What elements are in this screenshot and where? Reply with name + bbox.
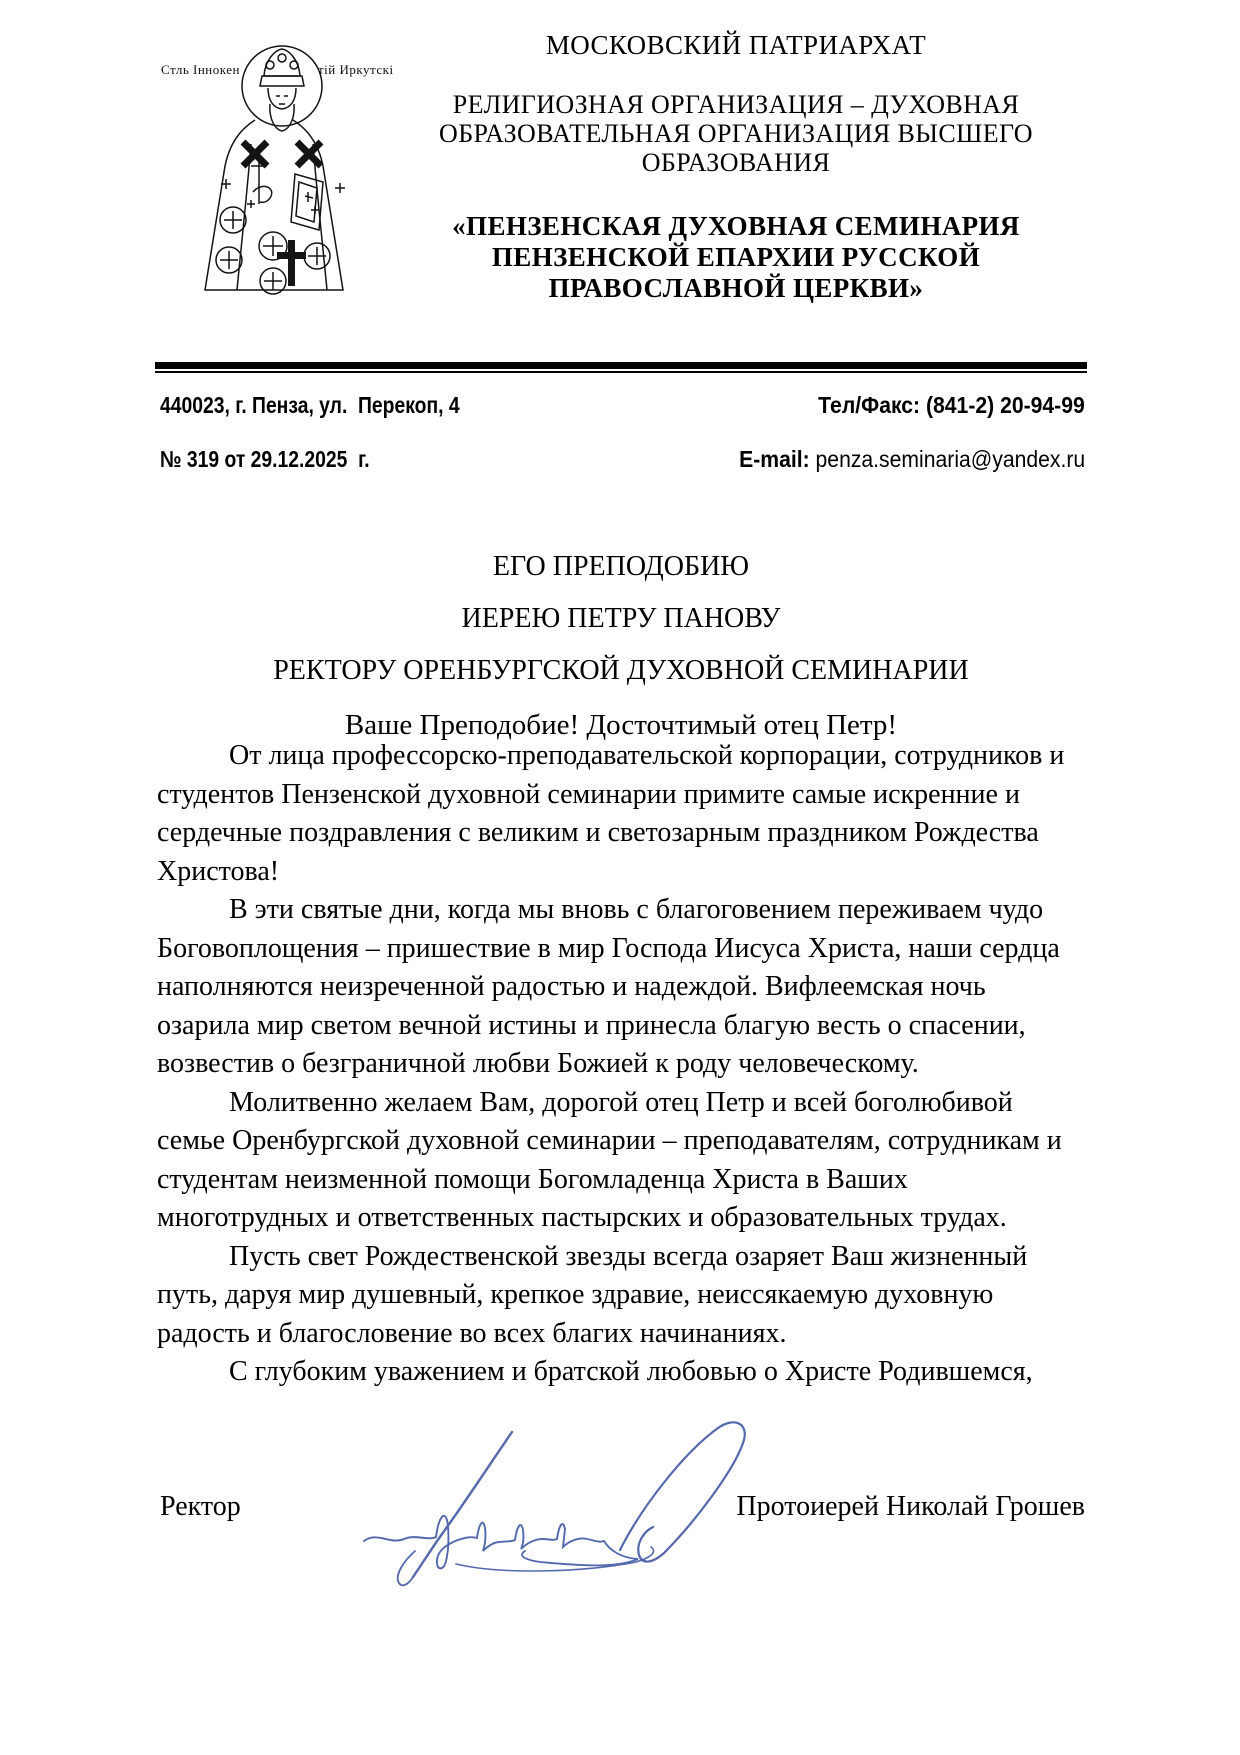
patriarchate-title: МОСКОВСКИЙ ПАТРИАРХАТ — [545, 30, 927, 60]
letter-body — [157, 737, 1083, 1392]
addressee-block — [155, 552, 1087, 708]
addressee-line: ЕГО ПРЕПОДОБИЮ — [492, 551, 750, 582]
divider-rule-thin — [155, 371, 1087, 373]
salutation: Ваше Преподобие! Досточтимый отец Петр! — [344, 709, 898, 741]
emblem-caption-left: Стль Іннокен — [161, 62, 240, 77]
email-label: E-mail: — [738, 446, 816, 472]
bottom-cross — [277, 240, 306, 286]
signer-position: Ректор — [160, 1491, 241, 1522]
seminary-name-lines — [420, 211, 1052, 304]
contact-row-ref-email — [160, 446, 1085, 473]
seminary-line: ПЕНЗЕНСКОЙ ЕПАРХИИ РУССКОЙ — [491, 242, 981, 272]
phone-fax: Тел/Факс: (841-2) 20-94-99 — [818, 392, 1085, 418]
paragraph: Молитвенно желаем Вам, дорогой отец Петр и всей боголюбивой семье Оренбургской духовной семинарии – преподавателям, сотрудникам и студентам неизменной помощи Богомладенца Христа в Ваших многотрудных и ответственных пастырских и образовательных трудах. — [157, 1086, 1062, 1233]
letterhead-text — [420, 30, 1052, 304]
seminary-line: «ПЕНЗЕНСКАЯ ДУХОВНАЯ СЕМИНАРИЯ — [452, 211, 1020, 241]
addressee-line: РЕКТОРУ ОРЕНБУРГСКОЙ ДУХОВНОЙ СЕМИНАРИИ — [273, 655, 969, 686]
face — [268, 88, 296, 109]
email-value: penza.seminaria@yandex.ru — [815, 446, 1085, 472]
signature-stroke — [398, 1551, 415, 1585]
signature-stroke — [456, 1547, 654, 1571]
seminary-line: ПРАВОСЛАВНОЙ ЦЕРКВИ» — [548, 273, 924, 303]
org-line: ОБРАЗОВАНИЯ — [641, 148, 831, 177]
paragraph: От лица профессорско-преподавательской корпорации, сотрудников и студентов Пензенской духовной семинарии примите самые искренние и сердечные поздравления с великим и светозарным праздником Рождества Христова! — [157, 740, 1065, 887]
paragraph: В эти святые дни, когда мы вновь с благоговением переживаем чудо Боговоплощения – пришествие в мир Господа Иисуса Христа, наши сердца наполняются неизреченной радостью и надеждой. Вифлеемская ночь озарила мир светом вечной истины и принесла благую весть о спасении, возвестив о безграничной любви Божией к роду человеческому. — [157, 894, 1060, 1079]
saint-icon — [155, 34, 393, 310]
signature-row — [160, 1490, 1085, 1524]
org-type-lines — [420, 90, 1052, 177]
org-line: ОБРАЗОВАТЕЛЬНАЯ ОРГАНИЗАЦИЯ ВЫСШЕГО — [439, 119, 1033, 148]
signer-name: Протоиерей Николай Грошев — [736, 1491, 1085, 1522]
contact-row-address — [160, 392, 1085, 419]
org-line: РЕЛИГИОЗНАЯ ОРГАНИЗАЦИЯ – ДУХОВНАЯ — [452, 90, 1020, 119]
emblem-caption-right: тій Иркутскій — [318, 62, 393, 77]
saint-innocent-emblem — [155, 34, 393, 310]
blessing-hand — [253, 186, 272, 202]
signature-stroke — [522, 1541, 638, 1565]
reference-number: № 319 от 29.12.2025 г. — [160, 446, 370, 472]
paragraph: Пусть свет Рождественской звезды всегда озаряет Ваш жизненный путь, даруя мир душевный, крепкое здравие, неиссякаемую духовную радость и благословение во всех благих начинаниях. — [157, 1240, 1028, 1349]
paragraph: С глубоким уважением и братской любовью о Христе Родившемся, — [229, 1356, 1033, 1387]
omophorion-crosses — [243, 142, 321, 166]
email — [739, 446, 1085, 473]
divider-rule-thick — [155, 362, 1087, 369]
postal-address: 440023, г. Пенза, ул. Перекоп, 4 — [160, 392, 460, 418]
addressee-line: ИЕРЕЮ ПЕТРУ ПАНОВУ — [461, 603, 781, 634]
beard — [270, 104, 294, 131]
